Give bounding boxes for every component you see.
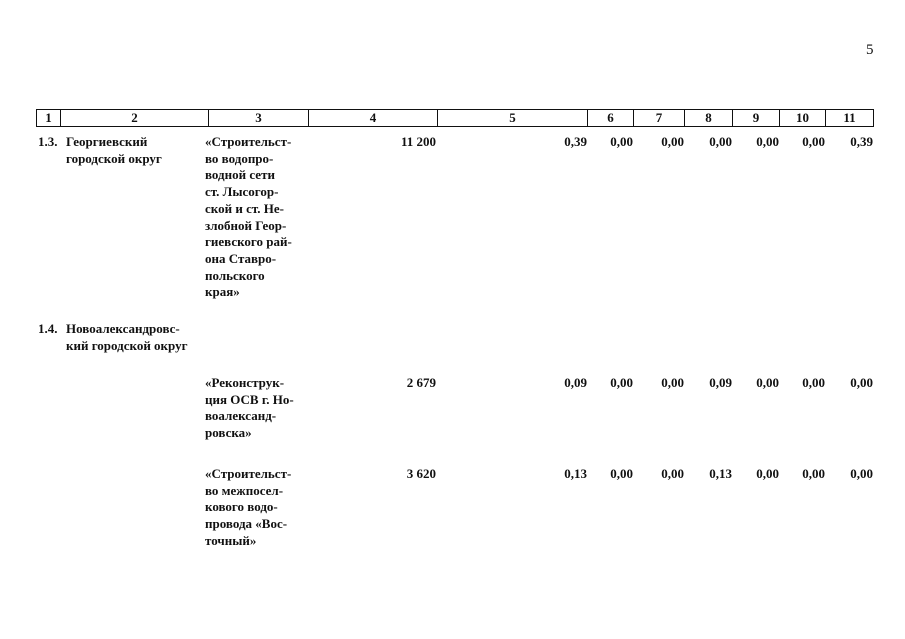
object-line: провода «Вос- <box>205 516 288 532</box>
object-line: «Строительст- <box>205 134 292 149</box>
object-line: ровска» <box>205 425 252 441</box>
col11-value: 0,00 <box>850 466 873 481</box>
row-name <box>66 321 188 354</box>
header-col-8: 8 <box>684 109 733 127</box>
col9-value: 0,00 <box>756 375 779 390</box>
col10-value: 0,00 <box>802 466 825 481</box>
object-line: кового водо- <box>205 499 278 515</box>
header-col-1: 1 <box>36 109 61 127</box>
col7-value: 0,00 <box>661 466 684 481</box>
col10-value: 0,00 <box>802 375 825 390</box>
header-col-5: 5 <box>437 109 588 127</box>
object-line: воалександ- <box>205 408 277 424</box>
page-number: 5 <box>866 42 874 58</box>
header-col-7: 7 <box>633 109 685 127</box>
col4-value: 3 620 <box>406 466 436 481</box>
col6-value: 0,00 <box>610 134 633 149</box>
col6-value: 0,00 <box>610 466 633 481</box>
object-line: во межпосел- <box>205 482 284 498</box>
row-name-line: кий городской округ <box>66 337 188 353</box>
object-line: края» <box>205 284 240 300</box>
row-name-line: городской округ <box>66 150 162 166</box>
col8-value: 0,00 <box>709 134 732 149</box>
col5-value: 0,09 <box>564 375 587 390</box>
col8-value: 0,13 <box>709 466 732 481</box>
col5-value: 0,39 <box>564 134 587 149</box>
col4-value: 11 200 <box>400 134 436 149</box>
header-col-2: 2 <box>60 109 209 127</box>
col11-value: 0,00 <box>850 375 873 390</box>
row-index: 1.4. <box>38 321 58 336</box>
object-line: «Строительст- <box>205 466 292 481</box>
object-description <box>205 466 308 550</box>
header-col-9: 9 <box>732 109 780 127</box>
object-line: «Реконструк- <box>205 375 285 390</box>
object-line: ция ОСВ г. Но- <box>205 391 294 407</box>
row-name <box>66 134 162 167</box>
header-col-10: 10 <box>779 109 826 127</box>
row-name-line: Новоалександровс- <box>66 321 180 336</box>
header-col-6: 6 <box>587 109 634 127</box>
row-name-line: Георгиевский <box>66 134 148 149</box>
object-description <box>205 375 308 442</box>
object-line: ст. Лысогор- <box>205 184 279 200</box>
object-line: злобной Геор- <box>205 217 287 233</box>
col6-value: 0,00 <box>610 375 633 390</box>
col7-value: 0,00 <box>661 375 684 390</box>
row-index: 1.3. <box>38 134 58 149</box>
object-line: гиевского рай- <box>205 234 292 250</box>
object-description <box>205 134 308 301</box>
header-col-4: 4 <box>308 109 438 127</box>
col5-value: 0,13 <box>564 466 587 481</box>
col10-value: 0,00 <box>802 134 825 149</box>
object-line: она Ставро- <box>205 250 277 266</box>
col4-value: 2 679 <box>406 375 436 390</box>
header-col-3: 3 <box>208 109 309 127</box>
object-line: водной сети <box>205 167 275 183</box>
object-line: польского <box>205 267 265 283</box>
object-line: во водопро- <box>205 150 274 166</box>
object-line: ской и ст. Не- <box>205 200 284 216</box>
col8-value: 0,09 <box>709 375 732 390</box>
header-col-11: 11 <box>825 109 874 127</box>
col7-value: 0,00 <box>661 134 684 149</box>
object-line: точный» <box>205 532 257 548</box>
col9-value: 0,00 <box>756 134 779 149</box>
col9-value: 0,00 <box>756 466 779 481</box>
col11-value: 0,39 <box>850 134 873 149</box>
